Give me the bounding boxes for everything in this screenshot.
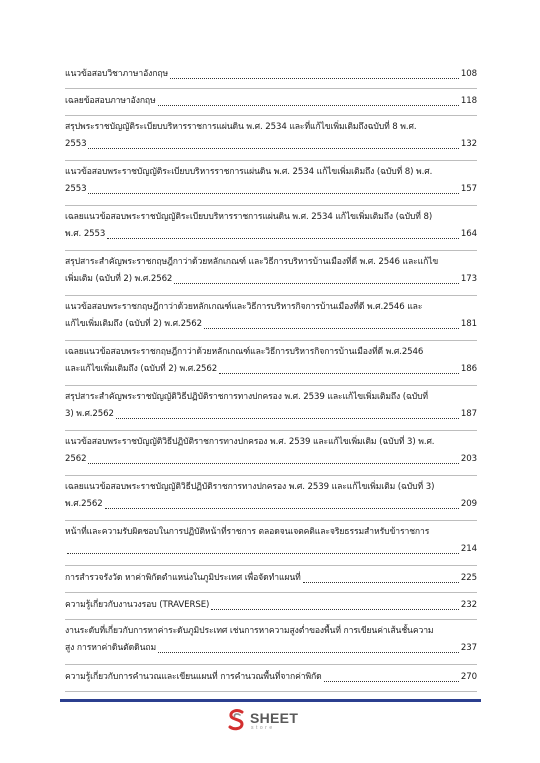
toc-entry[interactable] — [65, 620, 477, 665]
leader-dots — [158, 104, 459, 106]
toc-page-number: 157 — [460, 184, 477, 194]
toc-page-number: 209 — [460, 499, 477, 509]
toc-title: พ.ศ. 2553 — [65, 229, 106, 239]
leader-dots — [303, 581, 459, 583]
toc-title: พ.ศ.2562 — [65, 499, 103, 509]
toc-entry[interactable] — [65, 431, 477, 476]
sheet-logo-icon — [228, 709, 246, 731]
leader-dots — [170, 77, 459, 79]
toc-page-number: 186 — [460, 364, 477, 374]
toc-page-number: 132 — [460, 139, 477, 149]
toc-title: เฉลยข้อสอบภาษาอังกฤษ — [65, 96, 156, 106]
leader-dots — [116, 417, 459, 419]
toc-title-line: แนวข้อสอบพระราชกฤษฎีกาว่าด้วยหลักเกณฑ์และวิธีการบริหารกิจการบ้านเมืองที่ดี พ.ศ.2546 และ — [65, 302, 423, 312]
toc-page-number: 173 — [460, 274, 477, 284]
table-of-contents — [65, 62, 477, 692]
toc-title-line: เฉลยแนวข้อสอบพระราชบัญญัติระเบียบบริหารราชการแผ่นดิน พ.ศ. 2534 แก้ไขเพิ่มเติมถึง (ฉบับที่ 8) — [65, 212, 433, 222]
leader-dots — [88, 192, 458, 194]
leader-dots — [219, 372, 459, 374]
toc-page-number: 214 — [460, 544, 477, 554]
toc-page-number: 203 — [460, 454, 477, 464]
toc-page-number: 232 — [460, 600, 477, 610]
toc-entry[interactable] — [65, 296, 477, 341]
toc-entry[interactable] — [65, 665, 477, 692]
leader-dots — [324, 680, 459, 682]
toc-page-number: 181 — [460, 319, 477, 329]
toc-title: เพิ่มเติม (ฉบับที่ 2) พ.ศ.2562 — [65, 274, 173, 284]
toc-title: 2553 — [65, 184, 87, 194]
toc-title: การสำรวจรังวัด หาค่าพิกัดตำแหน่งในภูมิประเทศ เพื่อจัดทำแผนที่ — [65, 573, 301, 583]
toc-title-line: สรุปสาระสำคัญพระราชบัญญัติวิธีปฏิบัติราชการทางปกครอง พ.ศ. 2539 และแก้ไขเพิ่มเติมถึง (ฉบับที่ — [65, 392, 428, 402]
footer-divider — [60, 699, 481, 702]
leader-dots — [88, 147, 458, 149]
toc-entry[interactable] — [65, 476, 477, 521]
toc-entry[interactable] — [65, 251, 477, 296]
toc-entry[interactable] — [65, 566, 477, 593]
toc-page-number: 164 — [460, 229, 477, 239]
toc-page-number: 187 — [460, 409, 477, 419]
toc-title-line: สรุปพระราชบัญญัติระเบียบบริหารราชการแผ่นดิน พ.ศ. 2534 และที่แก้ไขเพิ่มเติมถึงฉบับที่ 8 พ.ศ. — [65, 122, 417, 132]
toc-title-line: เฉลยแนวข้อสอบพระราชบัญญัติวิธีปฏิบัติราชการทางปกครอง พ.ศ. 2539 และแก้ไขเพิ่มเติม (ฉบับที่ 3) — [65, 482, 435, 492]
toc-entry[interactable] — [65, 386, 477, 431]
leader-dots — [105, 507, 459, 509]
toc-title-line: งานระดับที่เกี่ยวกับการหาค่าระดับภูมิประเทศ เช่นการหาความสูงต่ำของพื้นที่ การเขียนค่าเส้นชั้นความ — [65, 626, 434, 636]
toc-entry[interactable] — [65, 62, 477, 89]
toc-title: แก้ไขเพิ่มเติมถึง (ฉบับที่ 2) พ.ศ.2562 — [65, 319, 203, 329]
leader-dots — [88, 462, 458, 464]
leader-dots — [158, 651, 459, 653]
toc-title-line: แนวข้อสอบพระราชบัญญัติวิธีปฏิบัติราชการทางปกครอง พ.ศ. 2539 และแก้ไขเพิ่มเติม (ฉบับที่ 3) พ.ศ. — [65, 437, 435, 447]
toc-title: ความรู้เกี่ยวกับงานวงรอบ (TRAVERSE) — [65, 600, 210, 610]
toc-title: 3) พ.ศ.2562 — [65, 409, 114, 419]
toc-page-number: 225 — [460, 573, 477, 583]
toc-entry[interactable] — [65, 593, 477, 620]
toc-title: 2553 — [65, 139, 87, 149]
toc-page-number: 237 — [460, 643, 477, 653]
leader-dots — [211, 608, 459, 610]
toc-title: ความรู้เกี่ยวกับการคำนวณและเขียนแผนที่ การคำนวณพื้นที่จากค่าพิกัด — [65, 672, 322, 682]
toc-entry[interactable] — [65, 206, 477, 251]
leader-dots — [67, 552, 459, 554]
leader-dots — [204, 327, 459, 329]
toc-title: แนวข้อสอบวิชาภาษาอังกฤษ — [65, 69, 169, 79]
toc-entry[interactable] — [65, 341, 477, 386]
toc-title-line: แนวข้อสอบพระราชบัญญัติระเบียบบริหารราชการแผ่นดิน พ.ศ. 2534 แก้ไขเพิ่มเติมถึง (ฉบับที่ 8) พ.ศ. — [65, 167, 433, 177]
toc-entry[interactable] — [65, 89, 477, 116]
toc-title-line: เฉลยแนวข้อสอบพระราชกฤษฎีกาว่าด้วยหลักเกณฑ์และวิธีการบริหารกิจการบ้านเมืองที่ดี พ.ศ.2546 — [65, 347, 424, 357]
toc-title: และแก้ไขเพิ่มเติมถึง (ฉบับที่ 2) พ.ศ.2562 — [65, 364, 218, 374]
brand-name: SHEET — [250, 710, 299, 726]
toc-entry[interactable] — [65, 161, 477, 206]
toc-title: สูง การหาค่าดินตัดดินถม — [65, 643, 157, 653]
toc-title-line: สรุปสาระสำคัญพระราชกฤษฎีกาว่าด้วยหลักเกณฑ์ และวิธีการบริหารบ้านเมืองที่ดี พ.ศ. 2546 และแก้ไข — [65, 257, 439, 267]
brand-subtitle: store — [251, 725, 275, 731]
toc-title-line: หน้าที่และความรับผิดชอบในการปฏิบัติหน้าที่ราชการ ตลอดจนเจตคติและจริยธรรมสำหรับข้าราชการ — [65, 527, 430, 537]
toc-page-number: 108 — [460, 69, 477, 79]
leader-dots — [174, 282, 459, 284]
toc-entry[interactable] — [65, 521, 477, 566]
toc-title: 2562 — [65, 454, 87, 464]
toc-page-number: 118 — [460, 96, 477, 106]
toc-entry[interactable] — [65, 116, 477, 161]
toc-page-number: 270 — [460, 672, 477, 682]
leader-dots — [107, 237, 459, 239]
sheet-store-logo — [228, 709, 318, 739]
